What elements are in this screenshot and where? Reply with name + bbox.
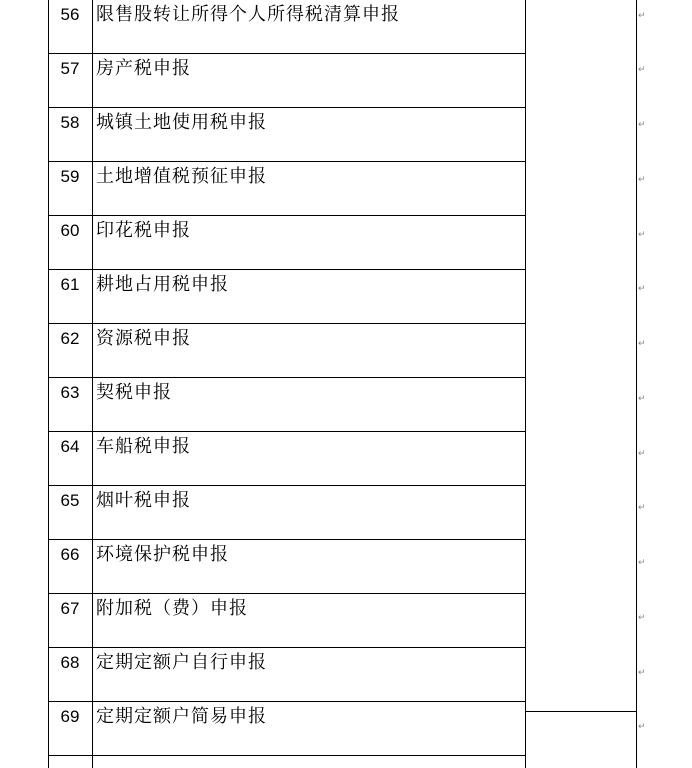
tax-declaration-table [48,0,526,756]
row-number: 65 [60,491,80,510]
row-number: 63 [60,383,80,402]
row-number: 56 [60,5,80,24]
item-name[interactable]: 房产税申报 [96,58,191,79]
paragraph-mark-icon: ↵ [638,175,646,185]
table-row-divider [525,711,637,712]
table-row [48,54,526,108]
paragraph-mark-icon: ↵ [638,503,646,513]
table-row [48,270,526,324]
table-row [48,432,526,486]
item-name[interactable]: 印花税申报 [96,220,191,241]
row-number: 68 [60,653,80,672]
paragraph-mark-icon: ↵ [638,722,646,732]
table-row [48,324,526,378]
item-name[interactable]: 烟叶税申报 [96,490,191,511]
row-number: 61 [60,275,80,294]
row-number: 60 [60,221,80,240]
paragraph-mark-icon: ↵ [638,11,646,21]
paragraph-mark-icon: ↵ [638,668,646,678]
paragraph-mark-icon: ↵ [638,339,646,349]
table-row [48,540,526,594]
item-name[interactable]: 耕地占用税申报 [96,274,229,295]
item-name[interactable]: 资源税申报 [96,328,191,349]
item-name[interactable]: 环境保护税申报 [96,544,229,565]
item-name[interactable]: 土地增值税预征申报 [96,166,267,187]
paragraph-mark-icon: ↵ [638,284,646,294]
paragraph-mark-icon: ↵ [638,120,646,130]
row-number: 67 [60,599,80,618]
item-name[interactable]: 定期定额户自行申报 [96,652,267,673]
item-name[interactable]: 限售股转让所得个人所得税清算申报 [96,4,400,25]
table-border-right [636,0,637,768]
table-row [48,486,526,540]
table-row [48,162,526,216]
table-row [48,216,526,270]
paragraph-mark-icon: ↵ [638,558,646,568]
item-name[interactable]: 车船税申报 [96,436,191,457]
row-number: 66 [60,545,80,564]
row-number: 58 [60,113,80,132]
paragraph-mark-icon: ↵ [638,394,646,404]
table-row [48,0,526,54]
item-name[interactable]: 契税申报 [96,382,172,403]
table-row [48,702,526,756]
item-name[interactable]: 城镇土地使用税申报 [96,112,267,133]
table-row [48,648,526,702]
row-number: 69 [60,707,80,726]
row-number: 57 [60,59,80,78]
row-number: 59 [60,167,80,186]
paragraph-mark-icon: ↵ [638,65,646,75]
paragraph-mark-icon: ↵ [638,613,646,623]
table-row [48,594,526,648]
row-number: 62 [60,329,80,348]
paragraph-mark-icon: ↵ [638,449,646,459]
item-name[interactable]: 定期定额户简易申报 [96,706,267,727]
row-number: 64 [60,437,80,456]
item-name[interactable]: 附加税（费）申报 [96,598,248,619]
table-row [48,108,526,162]
table-row [48,378,526,432]
paragraph-mark-icon: ↵ [638,230,646,240]
